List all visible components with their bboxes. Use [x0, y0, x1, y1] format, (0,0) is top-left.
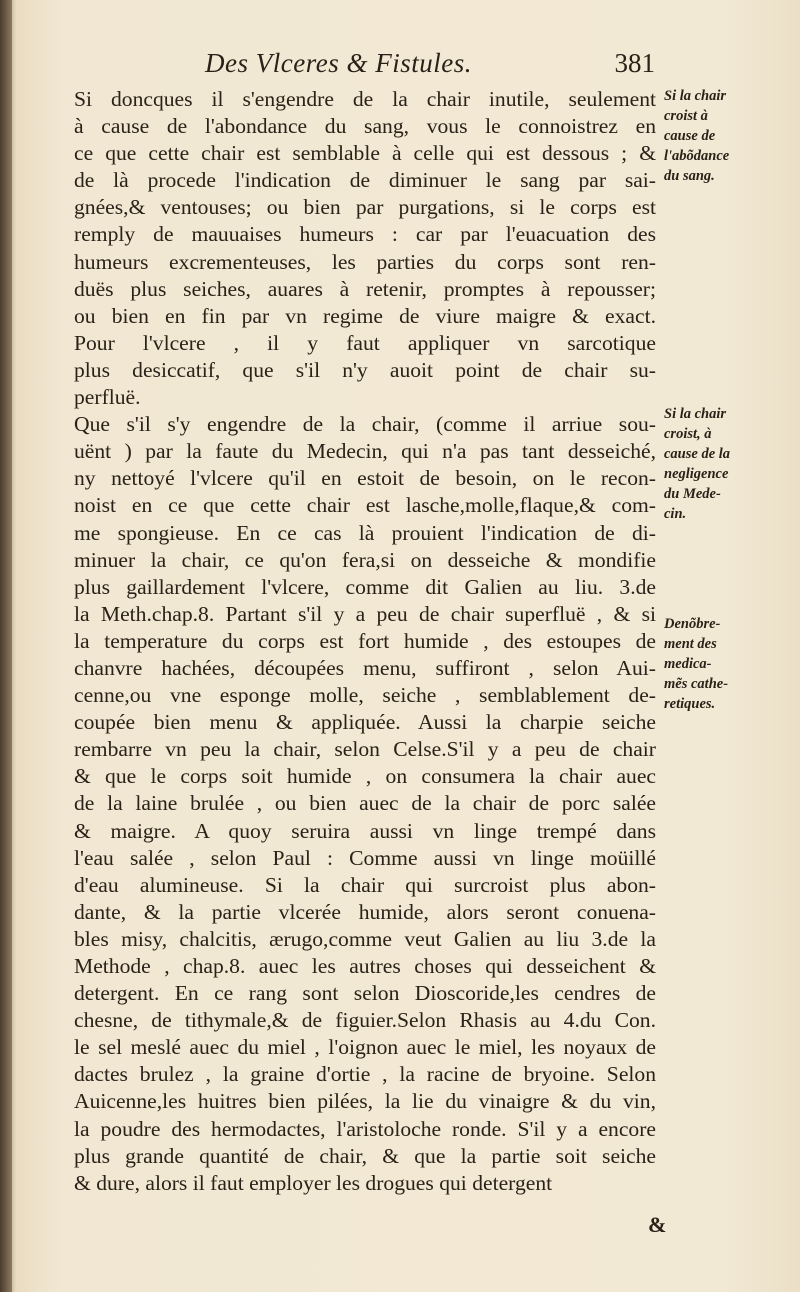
margin-note-line: ment des	[664, 636, 717, 652]
main-text-block	[74, 86, 656, 1197]
text-line: bles misy, chalcitis, ærugo,comme veut Galien au liu 3.de la	[74, 926, 656, 951]
text-line: plus desiccatif, que s'il n'y auoit point de chair su-	[74, 357, 656, 382]
page-header	[205, 48, 655, 84]
text-line: Auicenne,les huitres bien pilées, la lie du vinaigre & du vin,	[74, 1089, 656, 1114]
text-line: uënt ) par la faute du Medecin, qui n'a pas tant desseiché,	[74, 439, 656, 464]
margin-note-line: cause de la	[664, 446, 731, 462]
text-line: Que s'il s'y engendre de la chair, (comme il arriue sou-	[74, 412, 656, 437]
margin-note-line: l'abõdance	[664, 148, 730, 164]
text-line: rembarre vn peu la chair, selon Celse.S'il y a peu de chair	[74, 737, 656, 762]
margin-note-line: cause de	[664, 128, 716, 144]
text-line: de la laine brulée , ou bien auec de la chair de porc salée	[74, 791, 656, 816]
text-line: chanvre hachées, découpées menu, suffiront , selon Aui-	[74, 655, 656, 680]
text-line: noist en ce que cette chair est lasche,molle,flaque,& com-	[74, 493, 656, 518]
text-line: Methode , chap.8. auec les autres choses qui desseichent &	[74, 954, 656, 978]
text-line: la Meth.chap.8. Partant s'il y a peu de chair superfluë , & si	[74, 601, 656, 626]
text-line: plus gaillardement l'vlcere, comme dit Galien au liu. 3.de	[74, 574, 656, 599]
text-line: à cause de l'abondance du sang, vous le connoistrez en	[74, 114, 656, 139]
text-line: dactes brulez , la graine d'ortie , la racine de bryoine. Selon	[74, 1062, 656, 1087]
page-number: 381	[614, 48, 655, 78]
text-line: la poudre des hermodactes, l'aristoloche ronde. S'il y a encore	[74, 1116, 656, 1141]
text-line: gnées,& ventouses; ou bien par purgations, si le corps est	[74, 195, 656, 220]
margin-note-line: du Mede-	[664, 486, 721, 502]
text-line: duës plus seiches, auares à retenir, promptes à repousser;	[74, 276, 656, 301]
margin-note-line: croist, à	[664, 426, 712, 442]
text-line: ny nettoyé l'vlcere qu'il en estoit de besoin, on le recon-	[74, 466, 656, 491]
text-line: chesne, de tithymale,& de figuier.Selon Rhasis au 4.du Con.	[74, 1008, 656, 1033]
text-line: ce que cette chair est semblable à celle qui est dessous ; &	[74, 141, 656, 166]
margin-note-medicaments	[664, 614, 784, 714]
text-line: d'eau alumineuse. Si la chair qui surcroist plus abon-	[74, 872, 656, 897]
page-gutter-shadow	[0, 0, 12, 1292]
text-line: dante, & la partie vlcerée humide, alors seront conuena-	[74, 899, 656, 924]
text-line: coupée bien menu & appliquée. Aussi la charpie seiche	[74, 710, 656, 735]
text-line: cenne,ou vne esponge molle, seiche , semblablement de-	[74, 683, 656, 708]
margin-note-line: medica-	[664, 656, 712, 672]
text-line: la temperature du corps est fort humide , des estoupes de	[74, 628, 656, 653]
margin-note-line: du sang.	[664, 168, 715, 184]
text-line: & que le corps soit humide , on consumera la chair auec	[74, 764, 656, 789]
text-line: ou bien en fin par vn regime de viure maigre & exact.	[74, 303, 656, 328]
margin-note-line: Si la chair	[664, 406, 727, 422]
text-line: Si doncques il s'engendre de la chair inutile, seulement	[74, 87, 656, 111]
text-line: & maigre. A quoy seruira aussi vn linge trempé dans	[74, 818, 656, 843]
text-line: me spongieuse. En ce cas là prouient l'indication de di-	[74, 520, 656, 545]
text-line: le sel meslé auec du miel , l'oignon auec le miel, les noyaux de	[74, 1035, 656, 1060]
margin-note-abundance	[664, 86, 784, 186]
text-line: & dure, alors il faut employer les drogues qui detergent	[74, 1170, 553, 1195]
text-line: de là procede l'indication de diminuer le sang par sai-	[74, 168, 656, 193]
catchword: &	[648, 1212, 667, 1237]
margin-note-line: cin.	[664, 506, 687, 522]
margin-note-line: Denõbre-	[664, 616, 721, 632]
text-line: l'eau salée , selon Paul : Comme aussi vn linge moüillé	[74, 845, 656, 870]
margin-note-line: croist à	[664, 108, 708, 124]
margin-note-line: negligence	[664, 466, 729, 482]
text-line: humeurs excrementeuses, les parties du corps sont ren-	[74, 249, 656, 274]
text-line: Pour l'vlcere , il y faut appliquer vn sarcotique	[74, 330, 656, 355]
text-line: minuer la chair, ce qu'on fera,si on desseiche & mondifie	[74, 547, 656, 572]
margin-note-negligence	[664, 404, 784, 524]
margin-note-line: retiques.	[664, 696, 716, 712]
margin-note-line: mẽs cathe-	[664, 676, 729, 692]
text-line: remply de mauuaises humeurs : car par l'euacuation des	[74, 222, 656, 247]
running-title: Des Vlceres & Fistules.	[205, 48, 472, 78]
margin-note-line: Si la chair	[664, 88, 727, 104]
text-line: detergent. En ce rang sont selon Dioscoride,les cendres de	[74, 981, 656, 1006]
text-line: plus grande quantité de chair, & que la partie soit seiche	[74, 1143, 656, 1168]
text-line: perfluë.	[74, 385, 141, 410]
